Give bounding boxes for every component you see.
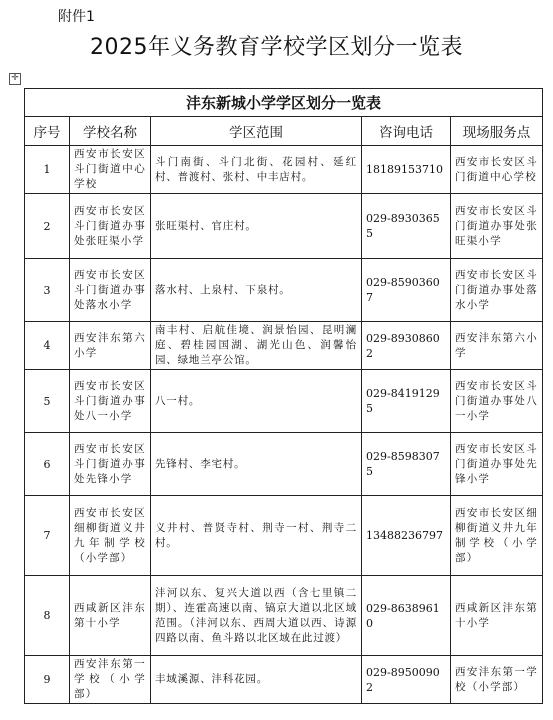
- row-number: 2: [25, 194, 70, 259]
- district-range: 南丰村、启航佳境、润景怡园、昆明澜庭、碧桂园国湖、湖光山色、润馨怡园、绿地兰亭公馆。: [151, 322, 362, 370]
- service-site: 西咸新区沣东第十小学: [451, 576, 543, 656]
- table-row: [25, 370, 543, 433]
- table-row: [25, 496, 543, 576]
- table-row: [25, 576, 543, 656]
- service-site: 西安市长安区斗门街道中心学校: [451, 146, 543, 194]
- district-range: 落水村、上泉村、下泉村。: [151, 259, 362, 322]
- school-name: 西安市长安区细柳街道义井九年制学校（小学部）: [70, 496, 151, 576]
- phone-number: 029-85983075: [362, 433, 451, 496]
- header-service-site: 现场服务点: [451, 117, 543, 146]
- school-name: 西安市长安区斗门街道中心学校: [70, 146, 151, 194]
- district-range: 斗门南街、斗门北街、花园村、延红村、普渡村、张村、中丰店村。: [151, 146, 362, 194]
- table-row: [25, 433, 543, 496]
- phone-number: 18189153710: [362, 146, 451, 194]
- table-row: [25, 146, 543, 194]
- district-range: 义井村、普贤寺村、荆寺一村、荆寺二村。: [151, 496, 362, 576]
- table-move-handle-icon[interactable]: ✛: [9, 73, 21, 85]
- service-site: 西安市长安区斗门街道办事处落水小学: [451, 259, 543, 322]
- phone-number: 029-89308602: [362, 322, 451, 370]
- service-site: 西安沣东第一学校（小学部）: [451, 656, 543, 704]
- district-range: 八一村。: [151, 370, 362, 433]
- district-range: 张旺渠村、官庄村。: [151, 194, 362, 259]
- table-row: [25, 322, 543, 370]
- header-range: 学区范围: [151, 117, 362, 146]
- row-number: 1: [25, 146, 70, 194]
- service-site: 西安市长安区细柳街道义井九年制学校（小学部）: [451, 496, 543, 576]
- phone-number: 029-85903607: [362, 259, 451, 322]
- service-site: 西安市长安区斗门街道办事处张旺渠小学: [451, 194, 543, 259]
- header-phone: 咨询电话: [362, 117, 451, 146]
- school-name: 西咸新区沣东第十小学: [70, 576, 151, 656]
- table-row: [25, 656, 543, 704]
- school-name: 西安市长安区斗门街道办事处落水小学: [70, 259, 151, 322]
- school-name: 西安沣东第一学校（小学部）: [70, 656, 151, 704]
- phone-number: 029-86389610: [362, 576, 451, 656]
- district-range: 沣河以东、复兴大道以西（含七里镇二期）、连霍高速以南、镐京大道以北区域范围。（沣河以东、西周大道以西、诗源四路以南、鱼斗路以北区域在此过渡）: [151, 576, 362, 656]
- school-name: 西安沣东第六小学: [70, 322, 151, 370]
- row-number: 8: [25, 576, 70, 656]
- header-no: 序号: [25, 117, 70, 146]
- school-name: 西安市长安区斗门街道办事处八一小学: [70, 370, 151, 433]
- service-site: 西安市长安区斗门街道办事处八一小学: [451, 370, 543, 433]
- service-site: 西安沣东第六小学: [451, 322, 543, 370]
- row-number: 6: [25, 433, 70, 496]
- district-range: 先锋村、李宅村。: [151, 433, 362, 496]
- row-number: 9: [25, 656, 70, 704]
- table-row: [25, 194, 543, 259]
- row-number: 4: [25, 322, 70, 370]
- phone-number: 029-89303655: [362, 194, 451, 259]
- row-number: 7: [25, 496, 70, 576]
- district-table: [24, 88, 543, 704]
- phone-number: 13488236797: [362, 496, 451, 576]
- page-title: 2025年义务教育学校学区划分一览表: [90, 35, 463, 60]
- school-name: 西安市长安区斗门街道办事处先锋小学: [70, 433, 151, 496]
- phone-number: 029-89500902: [362, 656, 451, 704]
- row-number: 5: [25, 370, 70, 433]
- table-caption: 沣东新城小学学区划分一览表: [25, 89, 543, 117]
- school-name: 西安市长安区斗门街道办事处张旺渠小学: [70, 194, 151, 259]
- header-school: 学校名称: [70, 117, 151, 146]
- attachment-label: 附件1: [58, 9, 95, 25]
- row-number: 3: [25, 259, 70, 322]
- district-range: 丰域溪源、沣科花园。: [151, 656, 362, 704]
- phone-number: 029-84191295: [362, 370, 451, 433]
- table-row: [25, 259, 543, 322]
- service-site: 西安市长安区斗门街道办事处先锋小学: [451, 433, 543, 496]
